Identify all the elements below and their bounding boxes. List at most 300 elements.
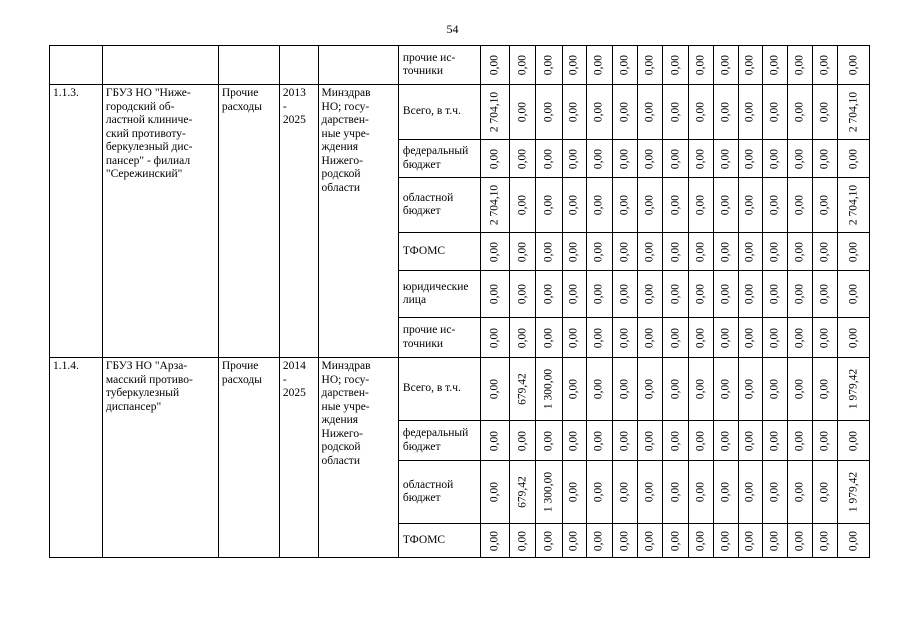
value-cell	[562, 46, 586, 85]
value-text: 0,00	[643, 148, 656, 169]
value-text: 0,00	[515, 327, 528, 348]
value-cell	[812, 421, 837, 461]
value-cell	[738, 140, 762, 178]
value-cell	[714, 233, 738, 271]
value-cell	[509, 46, 535, 85]
value-text: 679,42	[515, 373, 528, 405]
value-text: 0,00	[694, 148, 707, 169]
value-cell	[763, 318, 788, 358]
value-text: 0,00	[694, 54, 707, 76]
value-text: 0,00	[668, 101, 681, 123]
value-text: 0,00	[793, 54, 806, 76]
value-cell	[738, 461, 762, 524]
value-cell	[812, 524, 837, 558]
value-cell	[788, 461, 812, 524]
value-text: 0,00	[668, 194, 681, 216]
value-text: 0,00	[768, 378, 781, 400]
source-cell: прочие ис- точники	[398, 318, 480, 358]
value-cell	[688, 140, 713, 178]
value-text: 0,00	[743, 481, 756, 503]
value-text: 0,00	[793, 327, 806, 348]
value-cell	[788, 358, 812, 421]
value-text: 0,00	[719, 530, 732, 551]
value-text: 679,42	[515, 476, 528, 508]
value-cell	[763, 358, 788, 421]
value-cell	[714, 46, 738, 85]
value-text: 0,00	[643, 54, 656, 76]
value-text: 1 300,00	[542, 471, 555, 513]
value-cell	[612, 178, 637, 233]
value-text: 0,00	[643, 194, 656, 216]
value-cell	[714, 358, 738, 421]
value-text: 0,00	[768, 148, 781, 169]
value-cell	[812, 46, 837, 85]
value-text: 0,00	[743, 283, 756, 305]
value-text: 2 704,10	[846, 184, 859, 226]
value-cell	[714, 524, 738, 558]
value-cell	[562, 461, 586, 524]
value-text: 0,00	[643, 430, 656, 451]
value-cell	[688, 85, 713, 140]
value-cell	[714, 421, 738, 461]
value-cell	[536, 421, 562, 461]
value-cell	[663, 421, 688, 461]
value-text: 0,00	[488, 327, 501, 348]
value-cell	[481, 524, 509, 558]
value-text: 0,00	[768, 101, 781, 123]
value-text: 0,00	[694, 481, 707, 503]
value-text: 0,00	[818, 430, 831, 451]
value-text: 0,00	[793, 481, 806, 503]
value-cell	[738, 524, 762, 558]
value-cell	[738, 178, 762, 233]
value-cell	[738, 271, 762, 318]
value-text: 0,00	[592, 241, 605, 262]
value-text: 0,00	[643, 530, 656, 551]
value-text: 0,00	[617, 194, 630, 216]
value-cell	[562, 318, 586, 358]
value-text: 0,00	[768, 481, 781, 503]
value-cell	[788, 178, 812, 233]
value-cell	[738, 358, 762, 421]
value-cell	[714, 461, 738, 524]
value-cell	[562, 358, 586, 421]
value-cell	[663, 85, 688, 140]
value-text: 0,00	[592, 530, 605, 551]
value-cell	[663, 358, 688, 421]
value-text: 0,00	[617, 54, 630, 76]
value-cell	[481, 461, 509, 524]
value-cell	[637, 178, 662, 233]
value-text: 0,00	[743, 101, 756, 123]
value-cell	[481, 140, 509, 178]
value-cell	[637, 524, 662, 558]
value-cell	[838, 178, 870, 233]
value-text: 0,00	[719, 430, 732, 451]
value-text: 0,00	[488, 430, 501, 451]
value-text: 0,00	[743, 54, 756, 76]
value-cell	[688, 318, 713, 358]
value-text: 0,00	[668, 283, 681, 305]
period-cell: 2013 - 2025	[279, 85, 318, 358]
value-cell	[788, 524, 812, 558]
value-cell	[838, 233, 870, 271]
value-text: 0,00	[617, 241, 630, 262]
value-text: 0,00	[668, 327, 681, 348]
value-cell	[688, 461, 713, 524]
value-cell	[509, 421, 535, 461]
value-cell	[481, 85, 509, 140]
value-cell	[738, 318, 762, 358]
value-cell	[838, 140, 870, 178]
value-text: 0,00	[567, 327, 580, 348]
value-text: 0,00	[846, 54, 859, 76]
value-cell	[536, 271, 562, 318]
value-text: 0,00	[567, 101, 580, 123]
value-text: 0,00	[515, 430, 528, 451]
value-cell	[663, 318, 688, 358]
value-cell	[763, 421, 788, 461]
value-cell	[763, 46, 788, 85]
value-text: 0,00	[768, 241, 781, 262]
source-cell: ТФОМС	[398, 524, 480, 558]
value-cell	[509, 178, 535, 233]
value-cell	[562, 524, 586, 558]
table-row	[50, 358, 870, 421]
value-cell	[838, 461, 870, 524]
value-text: 0,00	[567, 481, 580, 503]
value-cell	[509, 461, 535, 524]
value-text: 0,00	[488, 148, 501, 169]
value-text: 0,00	[617, 430, 630, 451]
value-cell	[688, 178, 713, 233]
value-cell	[838, 85, 870, 140]
value-text: 0,00	[768, 430, 781, 451]
value-text: 0,00	[592, 194, 605, 216]
financing-table	[49, 45, 870, 558]
value-text: 0,00	[617, 481, 630, 503]
value-text: 0,00	[567, 241, 580, 262]
period-cell: 2014 - 2025	[279, 358, 318, 558]
value-text: 0,00	[719, 148, 732, 169]
value-cell	[637, 85, 662, 140]
num-cell: 1.1.3.	[50, 85, 103, 358]
value-cell	[562, 140, 586, 178]
value-text: 0,00	[643, 481, 656, 503]
table-row	[50, 85, 870, 140]
value-cell	[637, 46, 662, 85]
value-text: 0,00	[793, 241, 806, 262]
value-text: 0,00	[818, 327, 831, 348]
executor-cell	[318, 46, 398, 85]
value-text: 0,00	[542, 327, 555, 348]
value-text: 0,00	[643, 241, 656, 262]
value-text: 0,00	[818, 241, 831, 262]
value-cell	[481, 318, 509, 358]
value-cell	[562, 178, 586, 233]
value-cell	[536, 524, 562, 558]
value-text: 0,00	[694, 378, 707, 400]
value-text: 0,00	[846, 241, 859, 262]
value-cell	[612, 421, 637, 461]
value-cell	[812, 318, 837, 358]
value-cell	[788, 271, 812, 318]
value-cell	[812, 233, 837, 271]
value-text: 0,00	[743, 241, 756, 262]
value-text: 0,00	[694, 194, 707, 216]
value-text: 0,00	[694, 241, 707, 262]
value-text: 1 979,42	[846, 368, 859, 410]
value-text: 0,00	[719, 378, 732, 400]
value-cell	[536, 233, 562, 271]
value-text: 0,00	[846, 327, 859, 348]
value-text: 0,00	[592, 430, 605, 451]
value-text: 0,00	[488, 530, 501, 551]
value-cell	[612, 271, 637, 318]
value-text: 0,00	[793, 283, 806, 305]
source-cell: Всего, в т.ч.	[398, 85, 480, 140]
value-text: 0,00	[592, 101, 605, 123]
value-text: 0,00	[542, 54, 555, 76]
value-text: 0,00	[488, 378, 501, 400]
value-text: 0,00	[768, 530, 781, 551]
value-cell	[763, 140, 788, 178]
value-text: 0,00	[567, 378, 580, 400]
value-cell	[536, 178, 562, 233]
value-text: 0,00	[567, 194, 580, 216]
value-text: 0,00	[846, 148, 859, 169]
value-cell	[509, 524, 535, 558]
value-text: 2 704,10	[846, 91, 859, 133]
value-text: 0,00	[567, 530, 580, 551]
value-text: 0,00	[542, 283, 555, 305]
value-cell	[612, 46, 637, 85]
value-text: 0,00	[488, 283, 501, 305]
value-cell	[612, 85, 637, 140]
value-text: 0,00	[719, 194, 732, 216]
value-text: 0,00	[694, 430, 707, 451]
value-text: 0,00	[818, 481, 831, 503]
value-cell	[481, 421, 509, 461]
value-cell	[536, 461, 562, 524]
value-cell	[587, 318, 612, 358]
value-cell	[838, 421, 870, 461]
value-cell	[788, 140, 812, 178]
type-cell: Прочие расходы	[218, 85, 279, 358]
value-text: 0,00	[768, 194, 781, 216]
source-cell: федеральный бюджет	[398, 421, 480, 461]
value-cell	[536, 140, 562, 178]
value-cell	[637, 461, 662, 524]
value-text: 0,00	[515, 283, 528, 305]
value-text: 0,00	[743, 148, 756, 169]
value-text: 0,00	[694, 101, 707, 123]
value-cell	[812, 271, 837, 318]
value-cell	[637, 318, 662, 358]
value-cell	[838, 271, 870, 318]
value-cell	[688, 421, 713, 461]
value-text: 0,00	[567, 54, 580, 76]
value-text: 0,00	[743, 530, 756, 551]
value-cell	[812, 85, 837, 140]
value-cell	[788, 421, 812, 461]
value-cell	[838, 358, 870, 421]
value-text: 1 979,42	[846, 471, 859, 513]
value-cell	[812, 358, 837, 421]
value-cell	[612, 524, 637, 558]
value-cell	[612, 233, 637, 271]
name-cell: ГБУЗ НО "Ниже- городский об- ластной клиниче- ский противоту- беркулезный дис- пансер" - филиал "Сережинский"	[102, 85, 218, 358]
value-text: 0,00	[818, 378, 831, 400]
value-text: 0,00	[846, 283, 859, 305]
value-cell	[509, 85, 535, 140]
value-text: 0,00	[719, 481, 732, 503]
value-cell	[612, 461, 637, 524]
value-cell	[714, 178, 738, 233]
value-cell	[612, 140, 637, 178]
value-cell	[481, 358, 509, 421]
value-text: 0,00	[542, 194, 555, 216]
value-cell	[688, 233, 713, 271]
value-cell	[587, 140, 612, 178]
value-text: 0,00	[768, 54, 781, 76]
value-text: 0,00	[617, 378, 630, 400]
value-cell	[663, 46, 688, 85]
value-text: 0,00	[743, 378, 756, 400]
value-cell	[562, 233, 586, 271]
value-cell	[509, 140, 535, 178]
value-cell	[587, 358, 612, 421]
value-cell	[812, 178, 837, 233]
value-cell	[481, 233, 509, 271]
value-cell	[637, 358, 662, 421]
value-cell	[738, 85, 762, 140]
source-cell: федеральный бюджет	[398, 140, 480, 178]
value-text: 0,00	[643, 283, 656, 305]
value-text: 0,00	[515, 54, 528, 76]
value-cell	[663, 140, 688, 178]
value-cell	[812, 140, 837, 178]
value-text: 0,00	[793, 530, 806, 551]
num-cell	[50, 46, 103, 85]
value-text: 0,00	[719, 283, 732, 305]
value-cell	[536, 358, 562, 421]
value-cell	[688, 271, 713, 318]
value-cell	[663, 524, 688, 558]
value-cell	[763, 461, 788, 524]
value-text: 0,00	[617, 101, 630, 123]
value-text: 0,00	[793, 194, 806, 216]
value-cell	[763, 524, 788, 558]
value-cell	[587, 271, 612, 318]
value-text: 0,00	[668, 148, 681, 169]
value-text: 0,00	[818, 101, 831, 123]
value-text: 0,00	[668, 241, 681, 262]
value-text: 0,00	[542, 241, 555, 262]
value-text: 0,00	[643, 378, 656, 400]
value-text: 0,00	[818, 283, 831, 305]
value-cell	[663, 233, 688, 271]
value-text: 0,00	[719, 54, 732, 76]
value-cell	[763, 85, 788, 140]
value-text: 0,00	[743, 327, 756, 348]
value-text: 0,00	[846, 430, 859, 451]
value-text: 0,00	[488, 481, 501, 503]
value-text: 0,00	[592, 327, 605, 348]
value-cell	[587, 46, 612, 85]
value-text: 0,00	[694, 530, 707, 551]
table-row	[50, 46, 870, 85]
value-cell	[788, 46, 812, 85]
value-cell	[509, 358, 535, 421]
value-text: 0,00	[668, 481, 681, 503]
value-cell	[509, 271, 535, 318]
value-cell	[481, 178, 509, 233]
executor-cell: Минздрав НО; госу- дарствен- ные учре- ждения Нижего- родской области	[318, 358, 398, 558]
value-cell	[481, 271, 509, 318]
value-cell	[688, 46, 713, 85]
value-text: 0,00	[668, 378, 681, 400]
value-text: 0,00	[818, 194, 831, 216]
value-cell	[587, 421, 612, 461]
value-cell	[587, 524, 612, 558]
value-cell	[536, 46, 562, 85]
value-cell	[637, 421, 662, 461]
value-text: 0,00	[818, 148, 831, 169]
value-text: 0,00	[567, 148, 580, 169]
value-cell	[763, 178, 788, 233]
value-cell	[763, 271, 788, 318]
value-cell	[637, 140, 662, 178]
source-cell: областной бюджет	[398, 461, 480, 524]
source-cell: Всего, в т.ч.	[398, 358, 480, 421]
value-text: 0,00	[668, 54, 681, 76]
value-cell	[838, 46, 870, 85]
value-cell	[637, 233, 662, 271]
value-cell	[688, 358, 713, 421]
value-text: 0,00	[643, 101, 656, 123]
value-text: 0,00	[515, 241, 528, 262]
value-cell	[562, 421, 586, 461]
value-cell	[738, 421, 762, 461]
value-text: 0,00	[592, 54, 605, 76]
value-text: 0,00	[818, 530, 831, 551]
value-cell	[838, 318, 870, 358]
source-cell: ТФОМС	[398, 233, 480, 271]
value-text: 0,00	[515, 148, 528, 169]
num-cell: 1.1.4.	[50, 358, 103, 558]
name-cell: ГБУЗ НО "Арза- масский противо- туберкулезный диспансер"	[102, 358, 218, 558]
value-cell	[788, 318, 812, 358]
value-text: 0,00	[592, 148, 605, 169]
value-text: 0,00	[793, 148, 806, 169]
value-text: 0,00	[743, 194, 756, 216]
value-text: 0,00	[515, 101, 528, 123]
value-text: 0,00	[793, 101, 806, 123]
value-cell	[663, 271, 688, 318]
value-text: 0,00	[542, 101, 555, 123]
value-text: 0,00	[694, 283, 707, 305]
value-text: 0,00	[542, 148, 555, 169]
value-text: 0,00	[488, 241, 501, 262]
value-text: 0,00	[592, 378, 605, 400]
value-cell	[812, 461, 837, 524]
value-cell	[562, 271, 586, 318]
value-text: 0,00	[515, 194, 528, 216]
value-cell	[688, 524, 713, 558]
value-text: 0,00	[515, 530, 528, 551]
value-cell	[738, 46, 762, 85]
